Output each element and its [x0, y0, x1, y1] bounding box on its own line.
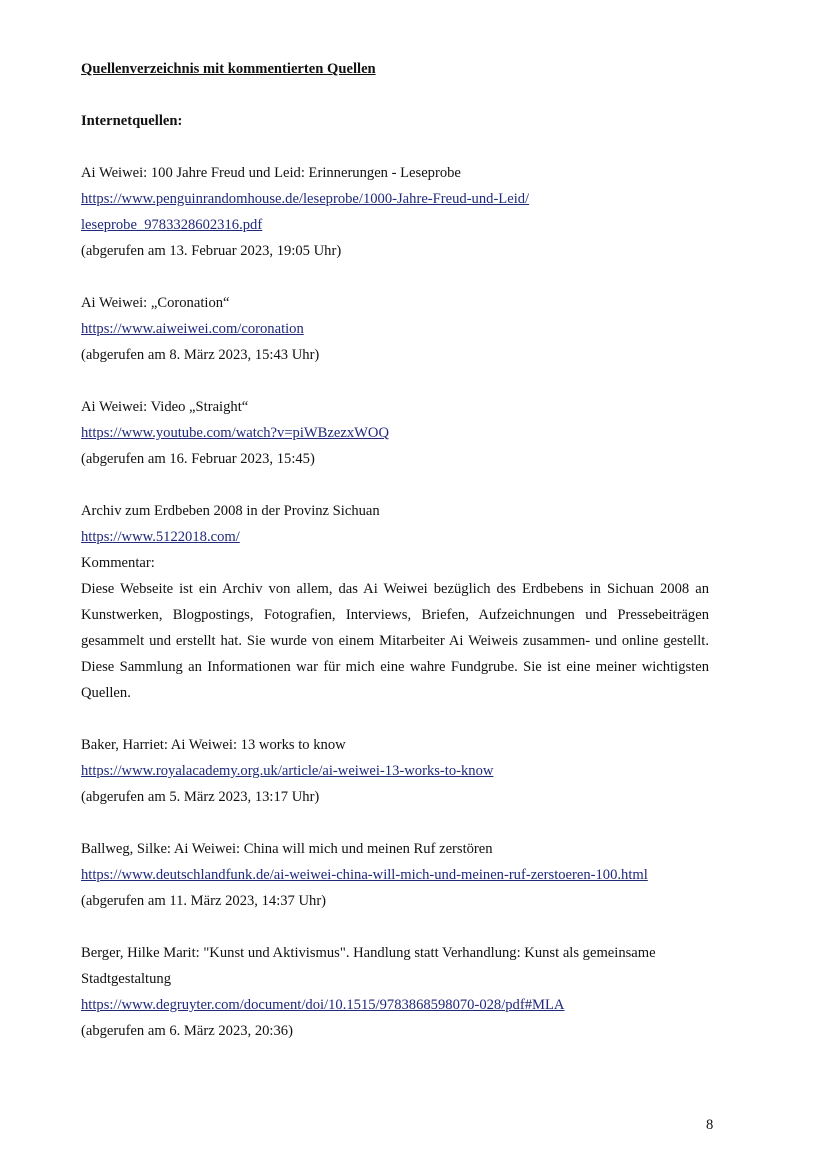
page-number: 8	[706, 1117, 714, 1133]
source-entry	[81, 498, 709, 706]
source-accessed-date: (abgerufen am 6. März 2023, 20:36)	[81, 1023, 293, 1039]
source-accessed-date: (abgerufen am 16. Februar 2023, 15:45)	[81, 451, 315, 467]
source-link[interactable]: https://www.aiweiwei.com/coronation	[81, 321, 304, 337]
source-link[interactable]: https://www.deutschlandfunk.de/ai-weiwei-china-will-mich-und-meinen-ruf-zerstoeren-100.html	[81, 867, 648, 883]
source-link[interactable]: https://www.youtube.com/watch?v=piWBzezxWOQ	[81, 425, 390, 441]
source-title: Ai Weiwei: Video „Straight“	[81, 399, 249, 415]
source-title-line-1: Berger, Hilke Marit: "Kunst und Aktivismus". Handlung statt Verhandlung: Kunst als gemeinsame	[81, 945, 656, 961]
source-accessed-date: (abgerufen am 13. Februar 2023, 19:05 Uhr)	[81, 243, 342, 259]
comment-label: Kommentar:	[81, 555, 155, 571]
source-entry	[81, 732, 709, 810]
section-heading: Internetquellen:	[81, 113, 183, 129]
page-title: Quellenverzeichnis mit kommentierten Quellen	[81, 61, 376, 77]
source-link-line-1: https://www.penguinrandomhouse.de/leseprobe/1000-Jahre-Freud-und-Leid/	[81, 191, 530, 207]
source-accessed-date: (abgerufen am 11. März 2023, 14:37 Uhr)	[81, 893, 327, 909]
source-title: Archiv zum Erdbeben 2008 in der Provinz Sichuan	[81, 503, 380, 519]
source-entry	[81, 836, 709, 914]
source-link[interactable]: https://www.royalacademy.org.uk/article/ai-weiwei-13-works-to-know	[81, 763, 494, 779]
source-link[interactable]	[81, 186, 709, 238]
source-title: Ai Weiwei: „Coronation“	[81, 295, 230, 311]
source-link[interactable]: https://www.5122018.com/	[81, 529, 240, 545]
source-link[interactable]: https://www.degruyter.com/document/doi/10.1515/9783868598070-028/pdf#MLA	[81, 997, 565, 1013]
source-entry	[81, 290, 709, 368]
source-accessed-date: (abgerufen am 5. März 2023, 13:17 Uhr)	[81, 789, 320, 805]
source-title: Ai Weiwei: 100 Jahre Freud und Leid: Erinnerungen - Leseprobe	[81, 165, 461, 181]
source-title-line-2: Stadtgestaltung	[81, 971, 171, 987]
source-entry	[81, 940, 709, 1044]
source-entry	[81, 394, 709, 472]
source-accessed-date: (abgerufen am 8. März 2023, 15:43 Uhr)	[81, 347, 320, 363]
comment-text: Diese Webseite ist ein Archiv von allem, das Ai Weiwei bezüglich des Erdbebens in Sichuan 2008 an Kunstwerken, Blogpostings, Fotografien, Interviews, Briefen, Aufzeichnungen und Pressebeiträgen gesammelt und erstellt hat. Sie wurde von einem Mitarbeiter Ai Weiweis zusammen- und online gestellt. Diese Sammlung an Informationen war für mich eine wahre Fundgrube. Sie ist eine meiner wichtigsten Quellen.	[81, 581, 709, 701]
source-entry	[81, 160, 709, 264]
page-content	[81, 56, 709, 1070]
source-title: Baker, Harriet: Ai Weiwei: 13 works to know	[81, 737, 346, 753]
source-link-line-2: leseprobe_9783328602316.pdf	[81, 217, 263, 233]
source-title: Ballweg, Silke: Ai Weiwei: China will mich und meinen Ruf zerstören	[81, 841, 493, 857]
